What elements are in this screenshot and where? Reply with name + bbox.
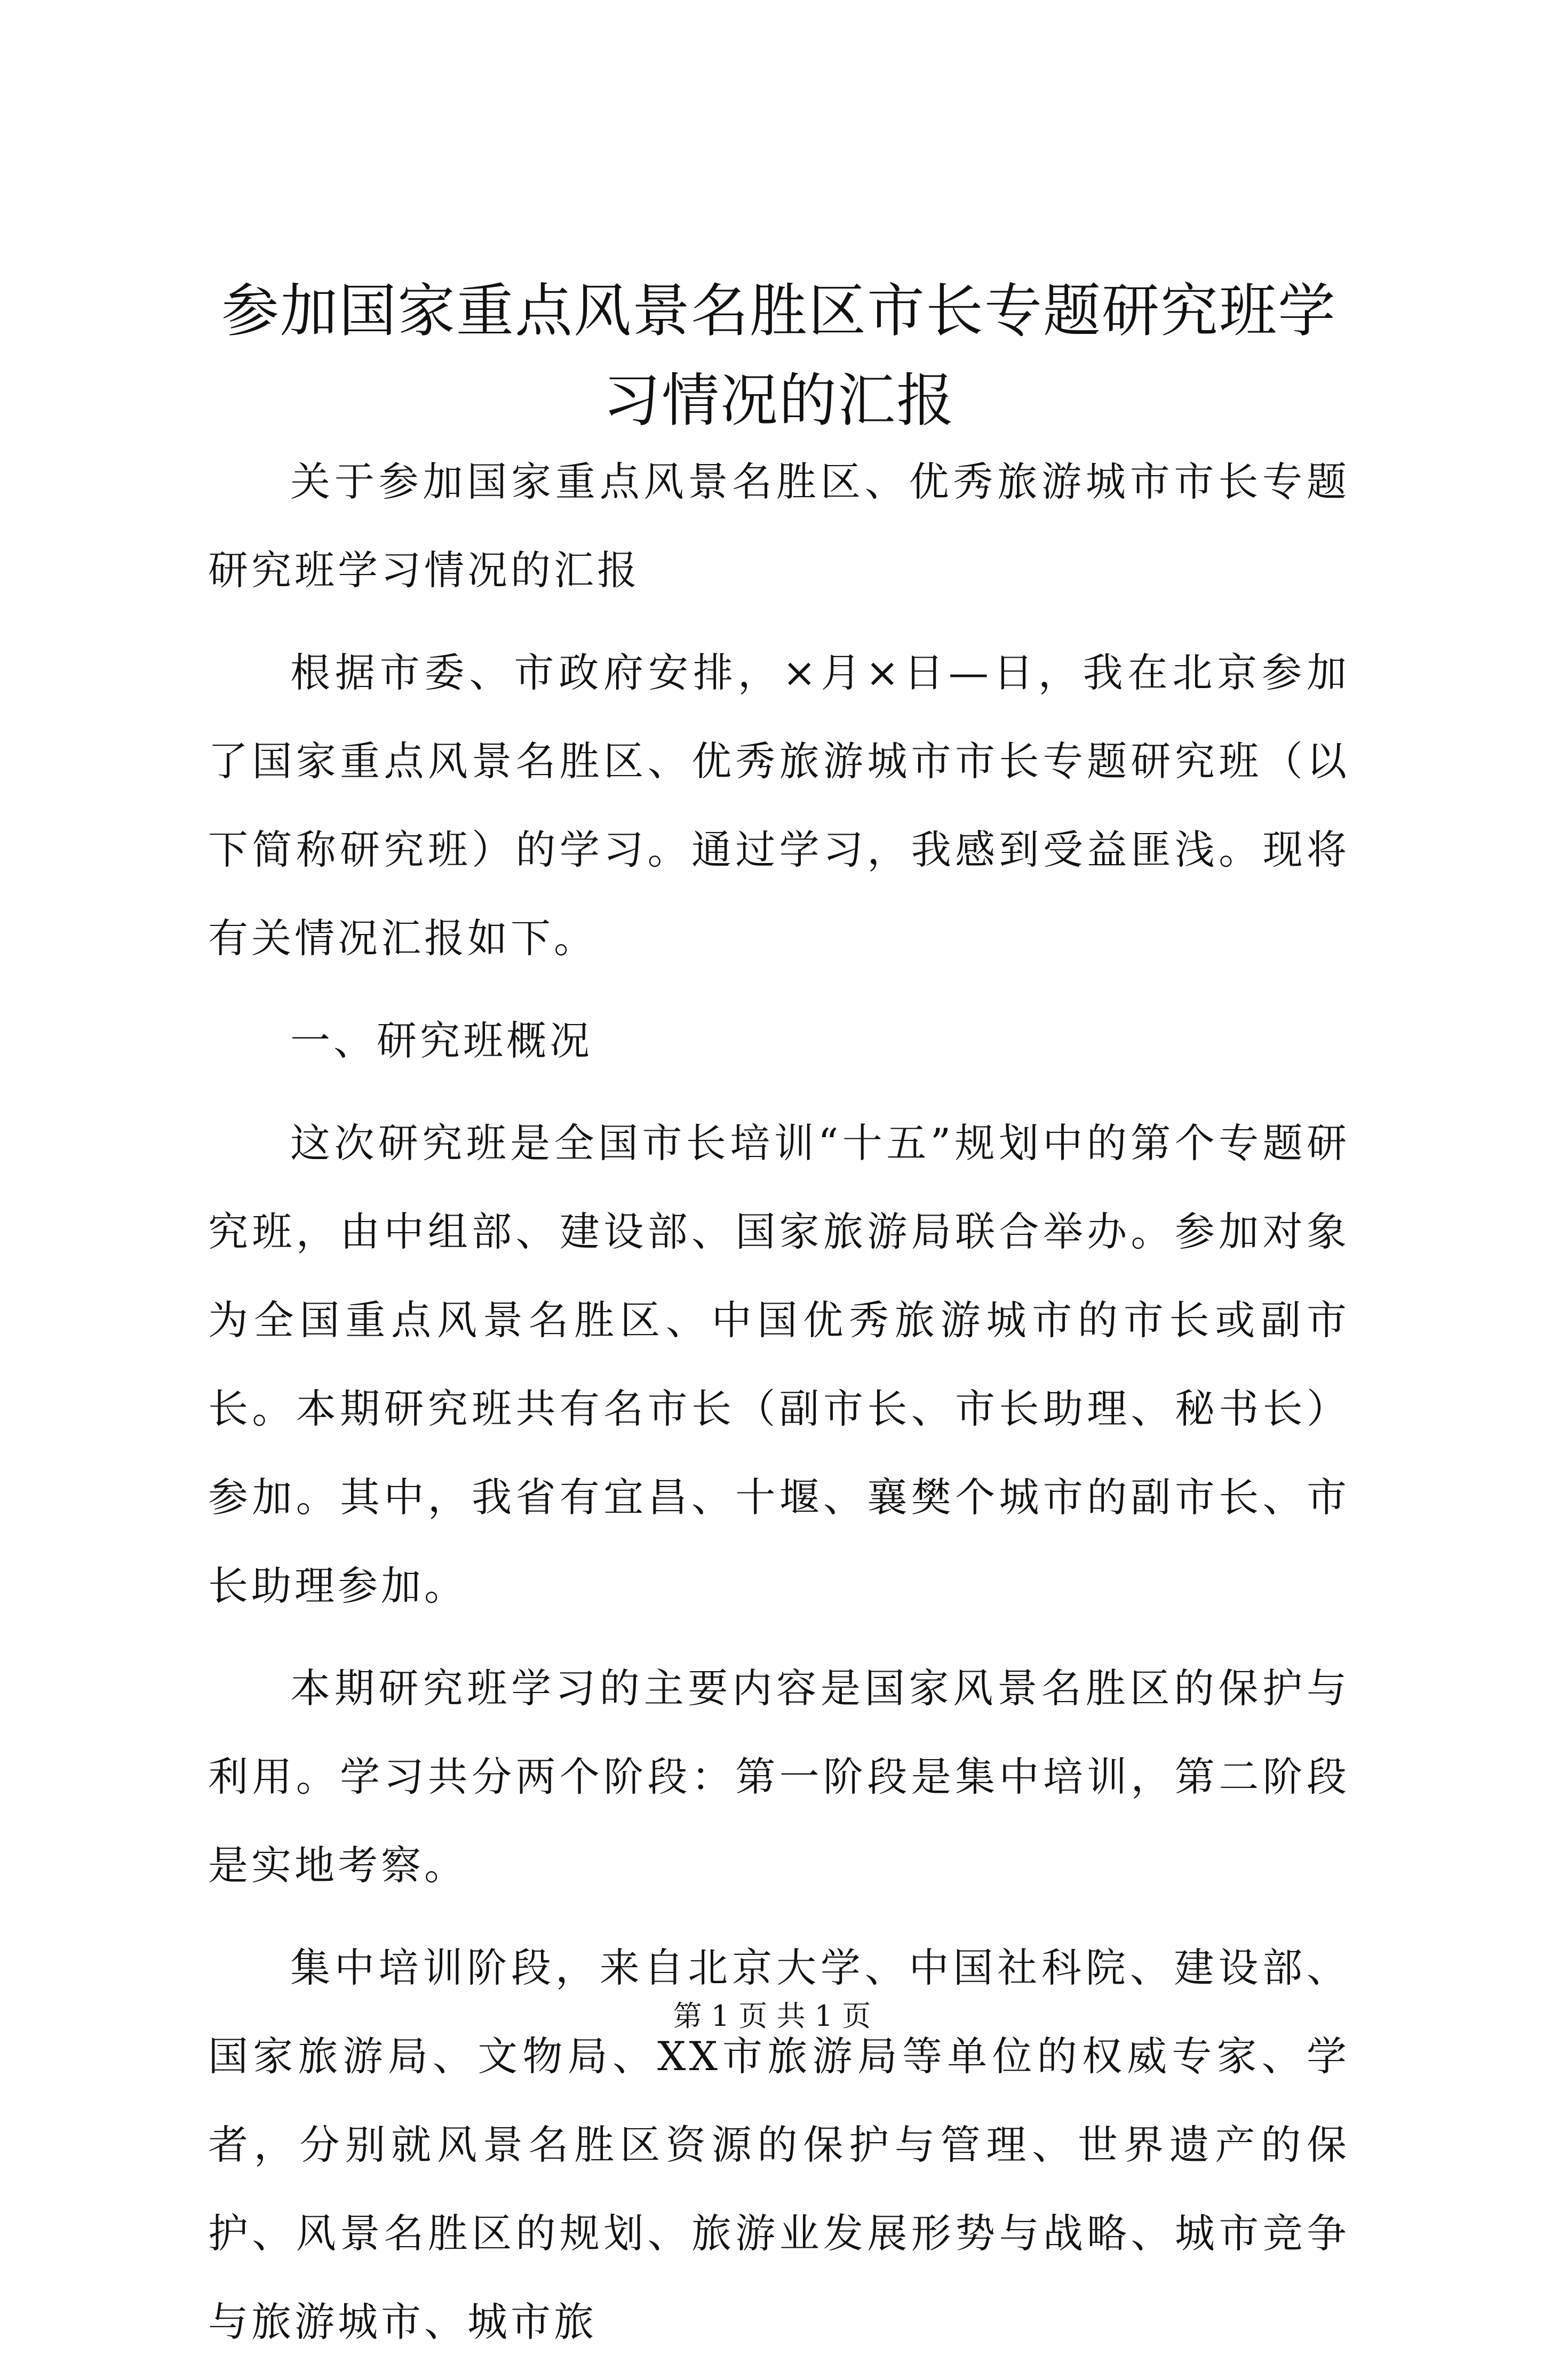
paragraph-overview: 这次研究班是全国市长培训“十五”规划中的第个专题研究班，由中组部、建设部、国家旅游局联合举办。参加对象为全国重点风景名胜区、中国优秀旅游城市的市长或副市长。本期研究班共有名市长（副市长、市长助理、秘书长）参加。其中，我省有宜昌、十堰、襄樊个城市的副市长、市长助理参加。 xyxy=(208,1120,1350,1609)
document-title: 参加国家重点风景名胜区市长专题研究班学习情况的汇报 xyxy=(221,278,1336,434)
paragraph-training: 集中培训阶段，来自北京大学、中国社科院、建设部、国家旅游局、文物局、XX市旅游局等单位的权威专家、学者，分别就风景名胜区资源的保护与管理、世界遗产的保护、风景名胜区的规划、旅游业发展形势与战略、城市竞争与旅游城市、城市旅 xyxy=(208,1944,1350,2345)
section-heading: 一、研究班概况 xyxy=(290,1017,593,1064)
paragraph-intro: 根据市委、市政府安排，×月×日—日，我在北京参加了国家重点风景名胜区、优秀旅游城市市长专题研究班（以下简称研究班）的学习。通过学习，我感到受益匪浅。现将有关情况汇报如下。 xyxy=(208,649,1350,962)
document-body xyxy=(208,437,1350,2380)
page-footer: 第 1 页 共 1 页 xyxy=(673,1999,871,2033)
paragraph-content: 本期研究班学习的主要内容是国家风景名胜区的保护与利用。学习共分两个阶段：第一阶段是集中培训，第二阶段是实地考察。 xyxy=(208,1665,1350,1889)
paragraph-subject: 关于参加国家重点风景名胜区、优秀旅游城市市长专题研究班学习情况的汇报 xyxy=(208,458,1350,594)
